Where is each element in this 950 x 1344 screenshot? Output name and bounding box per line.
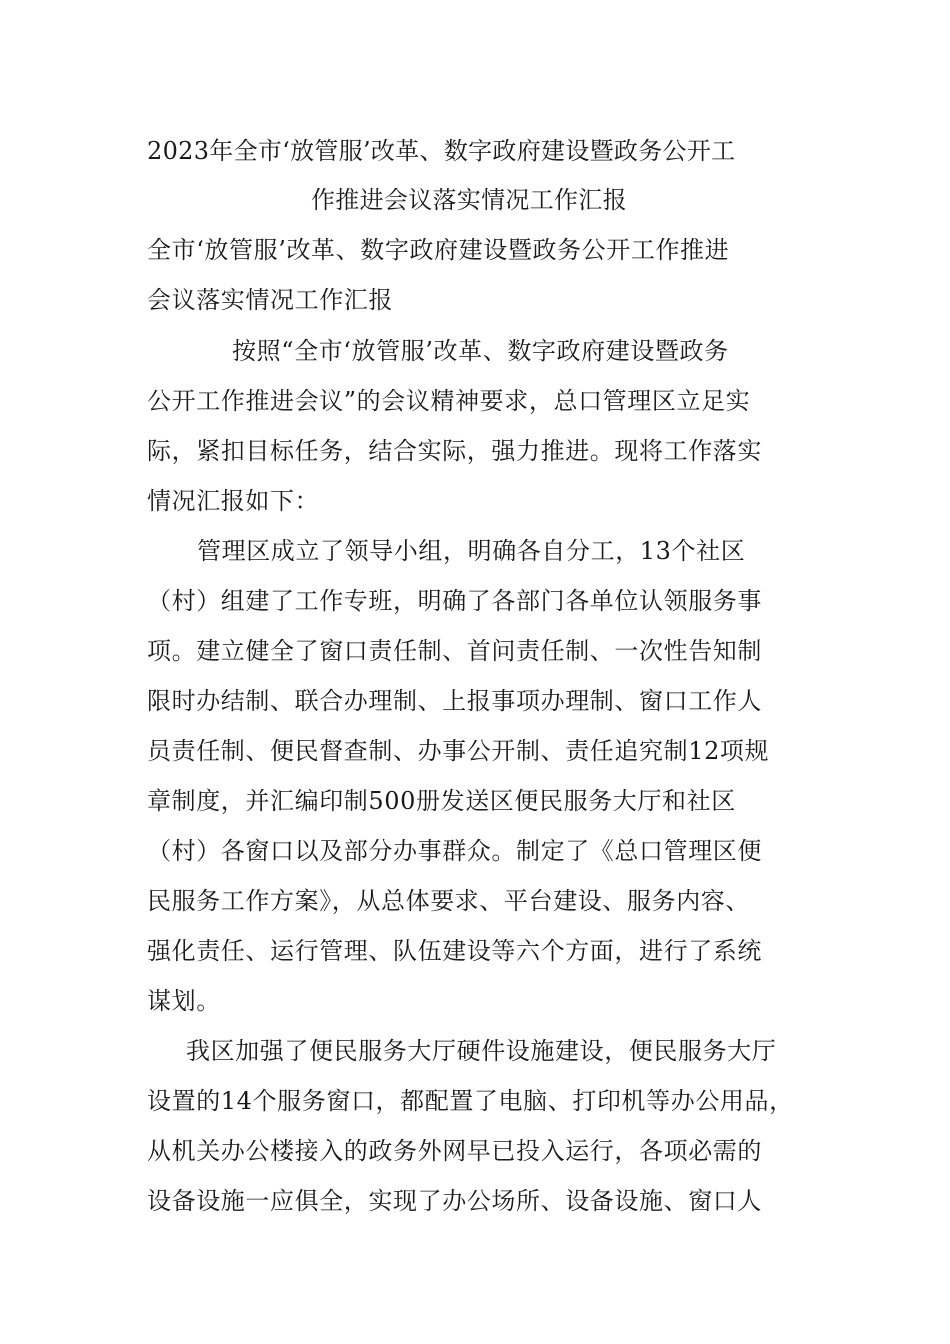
title-line-2: 作推进会议落实情况工作汇报 <box>311 186 627 214</box>
subtitle-line-1: 全市‘放管服’改革、数字政府建设暨政务公开工作推进 <box>147 236 730 264</box>
paragraph-2-line-4: 限时办结制、联合办理制、上报事项办理制、窗口工作人 <box>147 687 762 715</box>
paragraph-1-line-4: 情况汇报如下： <box>147 487 320 515</box>
paragraph-3-line-4: 设备设施一应俱全，实现了办公场所、设备设施、窗口人 <box>147 1187 762 1215</box>
paragraph-3-line-2: 设置的14个服务窗口，都配置了电脑、打印机等办公用品， <box>147 1087 794 1115</box>
paragraph-2-line-7: （村）各窗口以及部分办事群众。制定了《总口管理区便 <box>147 837 762 865</box>
paragraph-2-line-5: 员责任制、便民督查制、办事公开制、责任追究制12项规 <box>147 737 770 765</box>
paragraph-2-line-8: 民服务工作方案》，从总体要求、平台建设、服务内容、 <box>147 887 750 915</box>
paragraph-2-line-10: 谋划。 <box>147 987 221 1015</box>
paragraph-3-line-1: 我区加强了便民服务大厅硬件设施建设，便民服务大厅 <box>186 1037 777 1065</box>
paragraph-2-line-2: （村）组建了工作专班，明确了各部门各单位认领服务事 <box>147 587 762 615</box>
paragraph-2-line-1: 管理区成立了领导小组，明确各自分工，13个社区 <box>197 537 746 565</box>
paragraph-1-line-2: 公开工作推进会议”的会议精神要求，总口管理区立足实 <box>147 387 751 415</box>
paragraph-1-line-1: 按照“全市‘放管服’改革、数字政府建设暨政务 <box>232 337 729 365</box>
title-line-1: 2023年全市‘放管服’改革、数字政府建设暨政务公开工 <box>147 137 736 165</box>
paragraph-3-line-3: 从机关办公楼接入的政务外网早已投入运行，各项必需的 <box>147 1137 762 1165</box>
paragraph-2-line-6: 章制度，并汇编印制500册发送区便民服务大厅和社区 <box>147 787 736 815</box>
paragraph-1-line-3: 际，紧扣目标任务，结合实际，强力推进。现将工作落实 <box>147 437 762 465</box>
paragraph-2-line-9: 强化责任、运行管理、队伍建设等六个方面，进行了系统 <box>147 937 762 965</box>
paragraph-2-line-3: 项。建立健全了窗口责任制、首问责任制、一次性告知制 <box>147 637 762 665</box>
subtitle-line-2: 会议落实情况工作汇报 <box>147 286 393 314</box>
